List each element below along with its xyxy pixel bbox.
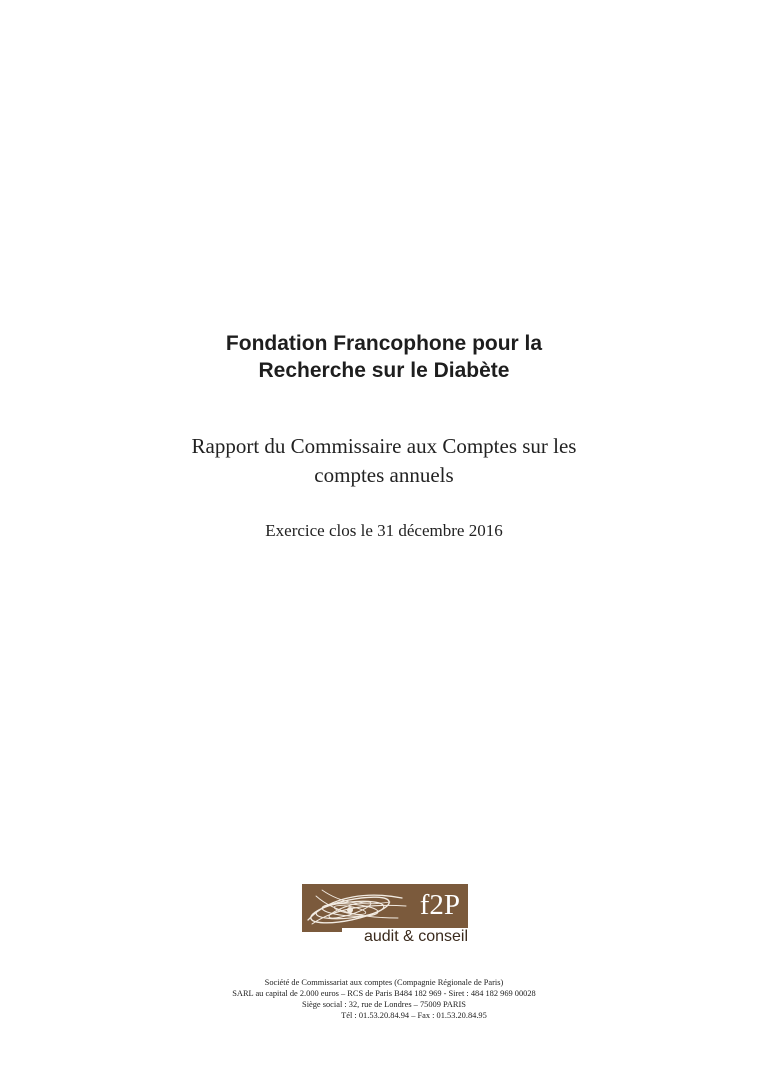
auditor-logo [302,884,468,947]
report-title-line-1: Rapport du Commissaire aux Comptes sur les [191,434,577,458]
footer-line-3: Siège social : 32, rue de Londres – 75009 PARIS [302,1000,466,1009]
footer-line-2: SARL au capital de 2.000 euros – RCS de Paris B484 182 969 - Siret : 484 182 969 00028 [232,989,536,998]
logo-brand-box [302,884,468,932]
footer-line-1: Société de Commissariat aux comptes (Compagnie Régionale de Paris) [264,978,504,987]
logo-tagline: audit & conseil [342,928,468,946]
footer-line-4: Tél : 01.53.20.84.94 – Fax : 01.53.20.84.95 [341,1011,487,1020]
report-title-line-2: comptes annuels [314,463,454,487]
logo-brand-text: f2P [419,889,460,921]
entity-title [0,330,768,384]
entity-title-line-2: Recherche sur le Diabète [258,359,510,382]
company-footer [0,977,768,1021]
swirl-logo-icon [302,884,412,932]
fiscal-period: Exercice clos le 31 décembre 2016 [265,521,503,540]
report-title [0,432,768,490]
entity-title-line-1: Fondation Francophone pour la [225,332,543,355]
